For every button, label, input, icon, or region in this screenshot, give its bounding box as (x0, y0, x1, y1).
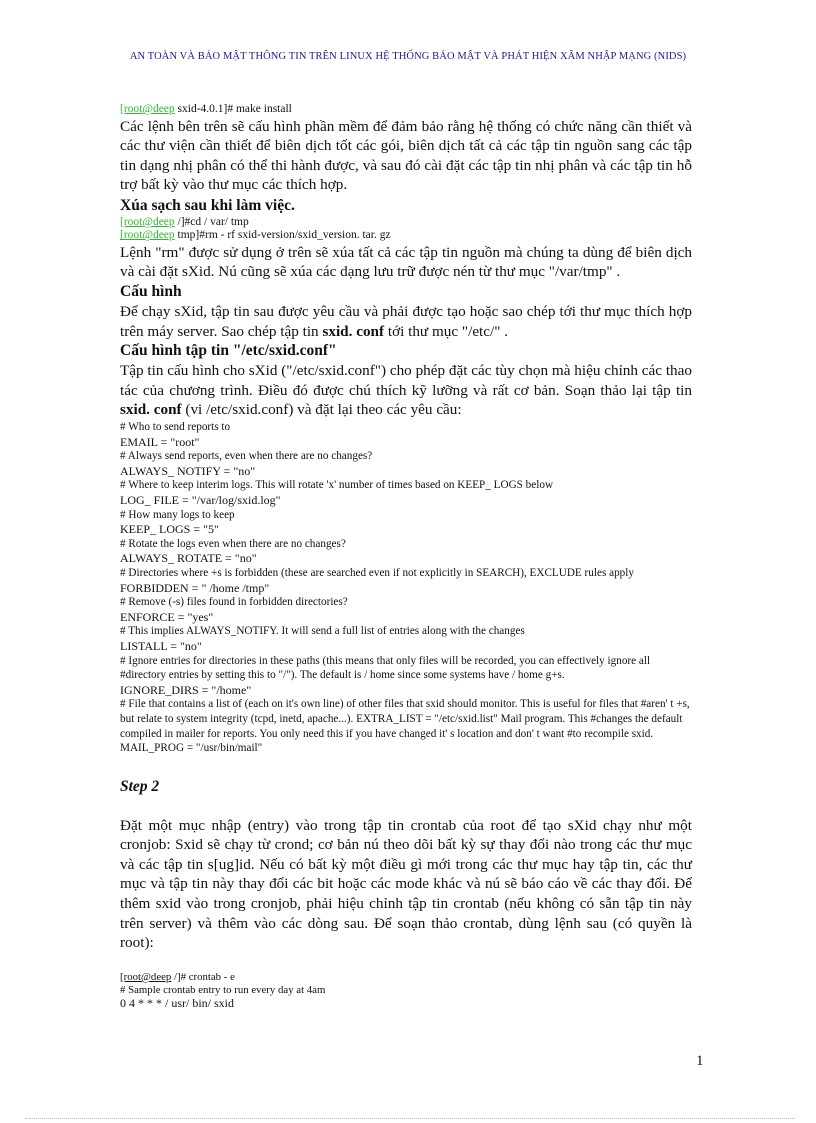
config-comment-line: # Ignore entries for directories in these paths (this means that only files will be recorded, you can effectively ignore all #directory entries by setting this to "/"). The default is / home since some systems have / home g+s. (120, 654, 651, 682)
shell-prompt: [root@deep (120, 103, 175, 115)
document-body (120, 103, 692, 1011)
config-comment-line: # Who to send reports to (120, 421, 231, 434)
config-comment-line: # Where to keep interim logs. This will rotate 'x' number of times based on KEEP_ LOGS below (120, 479, 554, 492)
heading-config: Cấu hình (120, 283, 182, 301)
rm-command (120, 229, 692, 243)
filename-bold: sxid. conf (322, 322, 385, 340)
command-text: sxid-4.0.1]# make install (174, 103, 292, 115)
command-text: /]#cd / var/ tmp (174, 215, 249, 228)
text-run: tới thư mục "/etc/" . (384, 322, 509, 340)
paragraph-cron: Đặt một mục nhập (entry) vào trong tập tin crontab của root để tạo sXid chạy như một cronjob: Sxid sẽ chạy từ crond; cơ bản nú theo dõi bất kỳ sự thay đổi nào trong các thư mục và các tập tin s[ug]id. Nếu có bất kỳ một điều gì mới trong các thư mục hay tập tin, các thư mục và tập tin này thay đổi các bit hoặc các mode khác và nú sẽ báo cáo về các thay đổi. Để thêm sxid vào trong cronjob, phải hiệu chỉnh tập tin crontab (nếu không có sẵn tập tin này trên server) và thêm vào các dòng sau. Để soạn thảo crontab, dùng lệnh sau (có quyền là root): (120, 816, 692, 952)
config-setting-line: EMAIL = "root" (120, 434, 200, 449)
text-run: Tập tin cấu hình cho sXid ("/etc/sxid.conf") cho phép đặt các tùy chọn mà hiệu chỉnh các thao tác của chương trình. Điều đó được chú thích kỹ lưỡng và rất cơ bản. Soạn thảo lại tập tin (120, 362, 692, 399)
config-setting-line: FORBIDDEN = " /home /tmp" (120, 580, 270, 595)
config-comment-line: # Directories where +s is forbidden (these are searched even if not explicitly in SEARCH), EXCLUDE rules apply (120, 566, 634, 579)
config-comment-line: # This implies ALWAYS_NOTIFY. It will send a full list of entries along with the changes (120, 625, 525, 638)
crontab-entry: 0 4 * * * / usr/ bin/ sxid (120, 996, 235, 1011)
config-comment-line: # Always send reports, even when there are no changes? (120, 450, 373, 463)
shell-prompt: [root@deep (120, 215, 175, 228)
config-comment-line: # File that contains a list of (each on it's own line) of other files that sxid should monitor. This is useful for files that #aren' t +s, but relate to system integrity (tcpd, inetd, apache...). EXTRA_LIST = "/etc/sxid.list" Mail program. This #changes the default compiled in mailer for reports. You only need this if you have changed it' s location and don' t want #to recompile sxid. MAIL_PROG = "/usr/bin/mail" (120, 698, 690, 755)
text-run: Để chạy sXid, tập tin sau được yêu cầu và phải được tạo hoặc sao chép tới thư mục thích hợp trên máy server. Sao chép tập tin (120, 303, 692, 340)
config-setting-line: ALWAYS_ ROTATE = "no" (120, 551, 257, 566)
page-number: 1 (696, 1053, 704, 1069)
page-bottom-rule (25, 1118, 795, 1119)
config-setting-line: KEEP_ LOGS = "5" (120, 522, 219, 537)
config-setting-line: LOG_ FILE = "/var/log/sxid.log" (120, 493, 281, 507)
paragraph-config (120, 302, 692, 341)
crontab-comment: # Sample crontab entry to run every day at 4am (120, 984, 326, 997)
shell-prompt: [root@deep (120, 229, 175, 242)
step-2-title: Step 2 (120, 777, 160, 795)
running-header: AN TOÀN VÀ BẢO MẬT THÔNG TIN TRÊN LINUX HỆ THỐNG BẢO MẬT VÀ PHÁT HIỆN XÂM NHẬP MẠNG (NIDS) (129, 51, 687, 62)
config-setting-line: ENFORCE = "yes" (120, 609, 214, 624)
cd-command (120, 216, 692, 230)
paragraph-rm-explanation: Lệnh "rm" được sử dụng ở trên sẽ xúa tất cả các tập tin nguồn mà chúng ta dùng để biên dịch và cài đặt sXid. Nú cũng sẽ xúa các dạng lưu trữ được nén từ thư mục "/var/tmp" . (120, 243, 692, 281)
config-setting-line: IGNORE_DIRS = "/home" (120, 682, 252, 697)
heading-cleanup: Xúa sạch sau khi làm việc. (120, 196, 295, 214)
command-text: /]# crontab - e (171, 970, 235, 983)
paragraph-conf-file (120, 361, 692, 420)
crontab-command (120, 971, 692, 984)
config-comment-line: # Rotate the logs even when there are no changes? (120, 537, 346, 550)
heading-conf-file: Cấu hình tập tin "/etc/sxid.conf" (120, 342, 337, 360)
text-run: (vi /etc/sxid.conf) và đặt lại theo các yêu cầu: (181, 401, 462, 419)
filename-bold: sxid. conf (120, 401, 182, 419)
paragraph-install-explanation: Các lệnh bên trên sẽ cấu hình phần mềm để đảm bảo rằng hệ thống có chức năng cần thiết và các thư viện cần thiết để biên dịch tốt các gói, biên dịch tất cả các tập tin nguồn sang các tập tin dạng nhị phân có thể thi hành được, và sau đó cài đặt các tập tin nhị phân và các tập tin hỗ trợ bất kỳ vào thư mục các thích hợp. (120, 117, 692, 194)
config-setting-line: ALWAYS_ NOTIFY = "no" (120, 463, 256, 478)
command-text: tmp]#rm - rf sxid-version/sxid_version. tar. gz (174, 229, 391, 242)
config-setting-line: LISTALL = "no" (120, 638, 202, 653)
config-comment-line: # How many logs to keep (120, 508, 235, 521)
shell-prompt: [root@deep (120, 970, 172, 983)
config-comment-line: # Remove (-s) files found in forbidden directories? (120, 596, 348, 609)
config-listing (120, 420, 692, 756)
install-command (120, 103, 692, 117)
